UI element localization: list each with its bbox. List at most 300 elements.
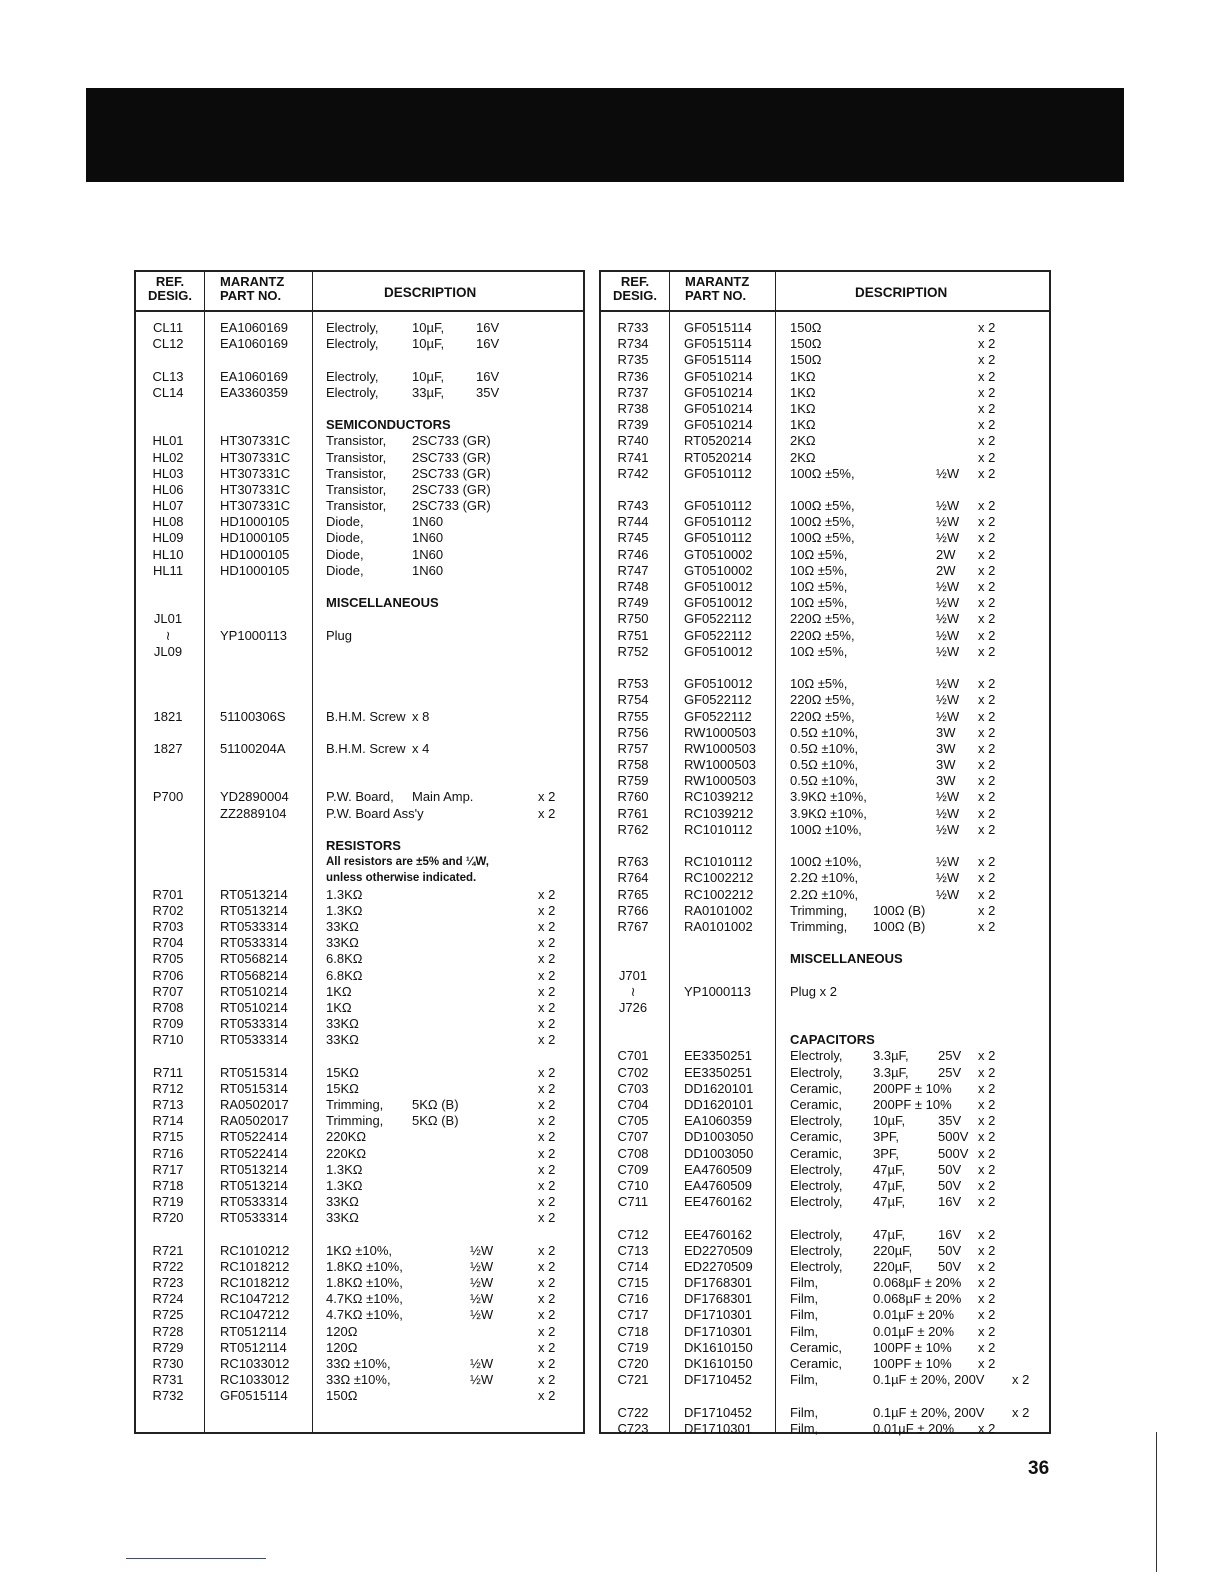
quantity: x 2 (978, 1161, 996, 1177)
description-part: 33Ω ±10%, (326, 1372, 391, 1388)
part-number: GF0515114 (220, 1388, 288, 1404)
table-row (136, 1388, 583, 1404)
table-row (601, 595, 1049, 611)
table-row (601, 1065, 1049, 1081)
description-part: Film, (790, 1420, 819, 1436)
table-row (601, 903, 1049, 919)
part-number: RA0101002 (684, 918, 753, 934)
part-number: RT0513214 (220, 1161, 288, 1177)
table-row (601, 1372, 1049, 1388)
description-part: x 4 (412, 740, 430, 756)
part-number: RT0513214 (220, 1177, 288, 1193)
part-number: EA4760509 (684, 1161, 752, 1177)
ref-desig: C710 (617, 1177, 649, 1193)
part-number: HT307331C (220, 481, 291, 497)
description-part: 100Ω ±5%, (790, 465, 855, 481)
description-part: B.H.M. Screw (326, 708, 406, 724)
description-part: 16V (476, 336, 500, 352)
description-part: Electroly, (326, 368, 379, 384)
table-row (136, 1356, 583, 1372)
quantity: x 2 (538, 805, 556, 821)
part-number: DF1768301 (684, 1275, 752, 1291)
table-row (136, 709, 583, 725)
ref-desig: HL07 (152, 498, 184, 514)
description-part: 100Ω ±5%, (790, 514, 855, 530)
description-part: 50V (938, 1177, 962, 1193)
description-part: 4.7KΩ ±10%, (326, 1291, 403, 1307)
table-row (136, 1194, 583, 1210)
part-number: GF0510112 (684, 530, 752, 546)
quantity: x 2 (978, 465, 996, 481)
ref-desig: C702 (617, 1064, 649, 1080)
table-row (601, 1032, 1049, 1048)
part-number: DD1003050 (684, 1129, 754, 1145)
ref-desig: R732 (152, 1388, 184, 1404)
quantity: x 2 (978, 886, 996, 902)
description-part: Electroly, (790, 1113, 843, 1129)
ref-desig: R725 (152, 1307, 184, 1323)
description-part: x 8 (412, 708, 430, 724)
table-row (136, 1065, 583, 1081)
part-number: HD1000105 (220, 546, 290, 562)
table-row (601, 692, 1049, 708)
description-part: Trimming, (790, 918, 848, 934)
quantity: x 2 (978, 676, 996, 692)
description-part: 100Ω ±5%, (790, 530, 855, 546)
quantity: x 2 (538, 1080, 556, 1096)
table-row (136, 968, 583, 984)
ref-desig: C701 (617, 1048, 649, 1064)
description-part: Ceramic, (790, 1080, 843, 1096)
quantity: x 2 (978, 1064, 996, 1080)
part-number: RT0510214 (220, 983, 288, 999)
table-row (601, 1129, 1049, 1145)
description-part: ½W (936, 595, 960, 611)
part-number: GF0510112 (684, 498, 752, 514)
ref-desig: R734 (617, 336, 649, 352)
table-row (136, 1129, 583, 1145)
description-part: P.W. Board, (326, 789, 394, 805)
description-part: 2SC733 (GR) (412, 465, 491, 481)
description-part: 25V (938, 1064, 962, 1080)
quantity: x 2 (978, 514, 996, 530)
ref-desig: R735 (617, 352, 649, 368)
description-part: 5KΩ (B) (412, 1097, 459, 1113)
description-part: 220µF, (873, 1258, 913, 1274)
quantity: x 2 (978, 1323, 996, 1339)
part-number: RC1039212 (684, 805, 754, 821)
description-header: DESCRIPTION (384, 285, 477, 300)
part-number: RT0522414 (220, 1145, 288, 1161)
table-row (136, 1243, 583, 1259)
description-part: Diode, (326, 546, 364, 562)
section-heading: RESISTORS (326, 838, 401, 854)
table-row (136, 1340, 583, 1356)
description-part: Film, (790, 1404, 819, 1420)
part-number: DD1003050 (684, 1145, 754, 1161)
part-number: RC1010112 (684, 821, 753, 837)
description-part: 2.2Ω ±10%, (790, 870, 859, 886)
part-number: RA0101002 (684, 902, 753, 918)
description-part: 200PF ± 10% (873, 1080, 952, 1096)
description-part: 2.2Ω ±10%, (790, 886, 859, 902)
quantity: x 2 (538, 918, 556, 934)
quantity: x 2 (538, 1129, 556, 1145)
table-row (601, 789, 1049, 805)
description-part: Transistor, (326, 433, 387, 449)
description-part: 16V (476, 368, 500, 384)
ref-desig: C712 (617, 1226, 649, 1242)
table-row (601, 1162, 1049, 1178)
ref-desig: C713 (617, 1242, 649, 1258)
table-row (601, 676, 1049, 692)
part-number: HT307331C (220, 433, 291, 449)
table-row (601, 579, 1049, 595)
quantity: x 2 (538, 999, 556, 1015)
ref-desig: R757 (617, 740, 649, 756)
quantity: x 2 (978, 449, 996, 465)
description-part: 47µF, (873, 1226, 906, 1242)
description-part: 3W (936, 740, 956, 756)
description-part: 10µF, (412, 320, 445, 335)
ref-desig: CL13 (152, 368, 184, 384)
description-part: Film, (790, 1275, 819, 1291)
description-part: Film, (790, 1323, 819, 1339)
part-number: YD2890004 (220, 789, 289, 805)
table-row (601, 450, 1049, 466)
description-part: 1N60 (412, 546, 444, 562)
part-number: RT0513214 (220, 902, 288, 918)
ref-desig: R730 (152, 1356, 184, 1372)
table-row (136, 482, 583, 498)
description-part: 1.3KΩ (326, 886, 363, 902)
ref-desig: C716 (617, 1291, 649, 1307)
ref-desig: 1821 (153, 708, 183, 724)
quantity: x 2 (538, 1210, 556, 1226)
part-number: HD1000105 (220, 514, 290, 530)
description-part: ½W (936, 627, 960, 643)
table-row (136, 1146, 583, 1162)
page-number: 36 (1028, 1458, 1050, 1479)
description-part: 100PF ± 10% (873, 1339, 952, 1355)
part-number: GF0510112 (684, 465, 752, 481)
part-number: RT0568214 (220, 951, 288, 967)
description-part: 33KΩ (326, 935, 359, 951)
ref-desig: R722 (152, 1258, 184, 1274)
description-part: 50V (938, 1242, 962, 1258)
description-part: Electroly, (790, 1258, 843, 1274)
ref-desig: R708 (152, 999, 184, 1015)
description-part: Electroly, (790, 1242, 843, 1258)
ref-desig: C717 (617, 1307, 649, 1323)
table-row (136, 1113, 583, 1129)
part-number: EA1060169 (220, 336, 288, 352)
quantity: x 2 (978, 1291, 996, 1307)
description-part: ½W (936, 579, 960, 594)
description-part: ½W (470, 1291, 494, 1307)
part-number: 51100204A (220, 740, 286, 756)
ref-desig: R756 (617, 724, 649, 740)
description-part: 50V (938, 1258, 962, 1274)
description-part: Transistor, (326, 465, 387, 481)
table-row (601, 1340, 1049, 1356)
table-row (136, 789, 583, 805)
section-heading: CAPACITORS (790, 1032, 875, 1048)
table-row (601, 1307, 1049, 1323)
ref-desig: R715 (152, 1129, 184, 1145)
ref-desig: C705 (617, 1113, 649, 1129)
description-part: 0.1µF ± 20%, 200V (873, 1372, 985, 1388)
ref-desig: HL09 (152, 530, 184, 546)
quantity: x 2 (978, 1129, 996, 1145)
quantity: x 2 (978, 400, 996, 416)
description-part: Electroly, (790, 1161, 843, 1177)
table-row (136, 741, 583, 757)
ref-desig: R706 (152, 967, 184, 983)
parts-table-right (599, 270, 1051, 1434)
quantity: x 2 (978, 789, 996, 805)
description-part: 2W (936, 546, 956, 562)
description-part: ½W (936, 821, 960, 837)
quantity: x 2 (978, 611, 996, 627)
quantity: x 2 (978, 562, 996, 578)
part-number: EE4760162 (684, 1226, 752, 1242)
ref-desig: HL08 (152, 514, 184, 530)
table-row (601, 1194, 1049, 1210)
quantity: x 2 (538, 1016, 556, 1032)
table-row (136, 563, 583, 579)
ref-desig: C708 (617, 1145, 649, 1161)
description-part: 2W (936, 562, 956, 578)
ref-desig: R713 (152, 1097, 184, 1113)
table-row (601, 466, 1049, 482)
description-part: 2KΩ (790, 433, 816, 449)
ref-desig: R712 (152, 1080, 184, 1096)
description-part: Ceramic, (790, 1356, 843, 1371)
part-number: GF0510112 (684, 514, 752, 530)
ref-desig: R710 (152, 1032, 184, 1048)
ref-desig: R701 (152, 886, 184, 902)
ref-desig: R753 (617, 676, 649, 692)
description-part: 120Ω (326, 1323, 358, 1339)
table-row (136, 1210, 583, 1226)
ref-desig: R744 (617, 514, 649, 530)
description-part: ½W (936, 465, 960, 481)
ref-desig: R723 (152, 1275, 184, 1291)
quantity: x 2 (978, 1080, 996, 1096)
quantity: x 2 (538, 1339, 556, 1355)
description-part: 220Ω ±5%, (790, 708, 855, 724)
ref-desig: R705 (152, 951, 184, 967)
table-row (601, 498, 1049, 514)
ref-desig: R724 (152, 1291, 184, 1307)
description-part: 3W (936, 757, 956, 773)
table-row (601, 1000, 1049, 1016)
description-part: 5KΩ (B) (412, 1113, 459, 1129)
part-number: DF1710301 (684, 1420, 752, 1436)
quantity: x 2 (1012, 1404, 1030, 1420)
table-row (601, 1081, 1049, 1097)
quantity: x 2 (538, 1275, 556, 1291)
part-number: RA0502017 (220, 1097, 289, 1113)
description-part: 15KΩ (326, 1064, 359, 1080)
quantity: x 2 (538, 789, 556, 805)
part-number: RC1047212 (220, 1307, 290, 1323)
quantity: x 2 (978, 902, 996, 918)
description-part: 3PF, (873, 1129, 900, 1145)
ref-desig: R738 (617, 400, 649, 416)
part-number: ED2270509 (684, 1242, 753, 1258)
table-row (601, 1227, 1049, 1243)
ref-desig: R749 (617, 595, 649, 611)
table-row (136, 1178, 583, 1194)
quantity: x 2 (978, 384, 996, 400)
description-part: 500V (938, 1145, 969, 1161)
ref-desig: HL02 (152, 449, 184, 465)
quantity: x 2 (978, 336, 996, 352)
ref-desig: ≀ (630, 983, 636, 999)
description-part: 2SC733 (GR) (412, 498, 491, 514)
table-row (136, 595, 583, 611)
ref-desig: R742 (617, 465, 649, 481)
description-part: 2KΩ (790, 449, 816, 465)
ref-desig: HL11 (152, 562, 184, 578)
description-part: ½W (470, 1275, 494, 1291)
ref-desig: R741 (617, 449, 649, 465)
table-row (601, 1113, 1049, 1129)
description-part: Ceramic, (790, 1145, 843, 1161)
ref-desig: C720 (617, 1356, 649, 1371)
part-number: GF0510214 (684, 400, 753, 416)
description-part: Electroly, (326, 320, 379, 335)
description-part: 220KΩ (326, 1129, 367, 1145)
table-row (136, 1275, 583, 1291)
ref-desig: R728 (152, 1323, 184, 1339)
quantity: x 2 (978, 595, 996, 611)
part-number: RT0520214 (684, 433, 752, 449)
description-part: 1KΩ (790, 400, 816, 416)
part-number: YP1000113 (220, 627, 287, 643)
description-part: 1.8KΩ ±10%, (326, 1258, 403, 1274)
quantity: x 2 (978, 1420, 996, 1436)
part-number: RW1000503 (684, 740, 757, 756)
description-part: ½W (470, 1258, 494, 1274)
ref-desig: 1827 (153, 740, 183, 756)
table-row (136, 1291, 583, 1307)
table-row (601, 870, 1049, 886)
table-row (601, 1259, 1049, 1275)
description-part: 25V (938, 1048, 962, 1064)
part-number: RW1000503 (684, 724, 757, 740)
part-number: HT307331C (220, 498, 291, 514)
part-number: RA0502017 (220, 1113, 289, 1129)
quantity: x 2 (538, 1032, 556, 1048)
description-part: 120Ω (326, 1339, 358, 1355)
description-part: ½W (470, 1307, 494, 1323)
ref-desig: C719 (617, 1339, 649, 1355)
quantity: x 2 (978, 854, 996, 870)
table-row (136, 887, 583, 903)
margin-rule (1156, 1432, 1157, 1572)
table-row (136, 838, 583, 854)
description-part: 10Ω ±5%, (790, 643, 848, 659)
description-part: ½W (470, 1356, 494, 1372)
ref-desig: C714 (617, 1258, 649, 1274)
description-part: 10Ω ±5%, (790, 562, 848, 578)
ref-desig: R751 (617, 627, 649, 643)
table-row (601, 385, 1049, 401)
ref-desig: R719 (152, 1194, 184, 1210)
table-row (601, 1405, 1049, 1421)
description-part: Electroly, (790, 1177, 843, 1193)
quantity: x 2 (978, 918, 996, 934)
description-part: 0.5Ω ±10%, (790, 740, 859, 756)
ref-desig: HL03 (152, 465, 184, 481)
part-number: RC1002212 (684, 886, 754, 902)
description-part: 1N60 (412, 562, 444, 578)
description-part: 33Ω ±10%, (326, 1356, 391, 1372)
description-part: 0.01µF ± 20% (873, 1323, 955, 1339)
table-row (136, 870, 583, 886)
ref-desig: R737 (617, 384, 649, 400)
ref-desig: R759 (617, 773, 649, 789)
part-number: GF0510214 (684, 368, 753, 384)
table-row (136, 1097, 583, 1113)
table-row (136, 903, 583, 919)
part-number: EA1060169 (220, 368, 288, 384)
description-part: Electroly, (326, 336, 379, 352)
part-number: RT0513214 (220, 886, 288, 902)
description-part: 220Ω ±5%, (790, 692, 855, 708)
quantity: x 2 (538, 1258, 556, 1274)
description-part: 1KΩ (326, 999, 352, 1015)
description-part: 3.3µF, (873, 1064, 909, 1080)
table-row (601, 1178, 1049, 1194)
ref-desig: R755 (617, 708, 649, 724)
quantity: x 2 (978, 530, 996, 546)
table-row (601, 919, 1049, 935)
part-number: RT0533314 (220, 1194, 288, 1210)
ref-desig: JL09 (153, 643, 183, 659)
description-part: 0.1µF ± 20%, 200V (873, 1404, 985, 1420)
quantity: x 2 (978, 757, 996, 773)
description-part: 150Ω (790, 336, 822, 352)
quantity: x 2 (978, 724, 996, 740)
section-heading: MISCELLANEOUS (326, 595, 439, 611)
part-number: GF0522112 (684, 692, 752, 708)
table-row (136, 919, 583, 935)
table-row (601, 725, 1049, 741)
ref-desig: R767 (617, 918, 649, 934)
table-row (601, 757, 1049, 773)
part-number: EE3350251 (684, 1048, 752, 1064)
part-number: RT0533314 (220, 1032, 288, 1048)
description-part: ½W (936, 514, 960, 530)
description-part: 16V (938, 1226, 962, 1242)
part-number: GF0522112 (684, 708, 752, 724)
table-row (601, 547, 1049, 563)
table-row (136, 336, 583, 352)
description-part: ½W (936, 886, 960, 902)
description-part: 2SC733 (GR) (412, 433, 491, 449)
table-row (601, 1243, 1049, 1259)
quantity: x 2 (538, 1145, 556, 1161)
description-part: 100Ω ±5%, (790, 498, 855, 514)
ref-desig: R739 (617, 417, 649, 433)
description-header: DESCRIPTION (855, 285, 948, 300)
description-part: ½W (936, 530, 960, 546)
description-part: 0.01µF ± 20% (873, 1307, 955, 1323)
